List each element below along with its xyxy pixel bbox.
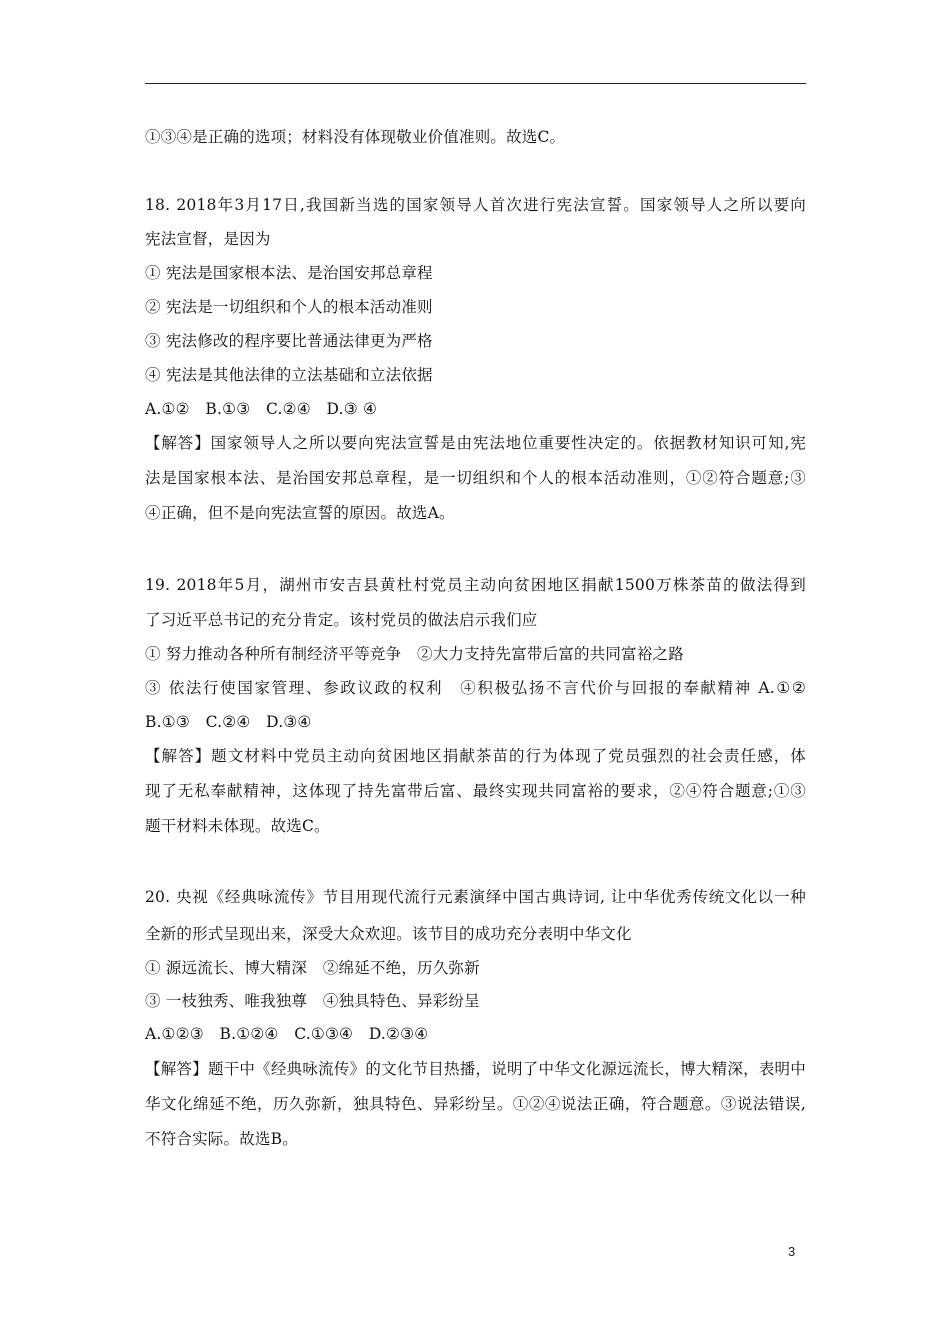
q20-option-line-1: ① 源远流长、博大精深 ②绵延不绝，历久弥新 [145,959,480,977]
q18-option-4: ④ 宪法是其他法律的立法基础和立法依据 [145,366,433,384]
q20-choices: A.①②③ B.①②④ C.①③④ D.②③④ [145,1025,429,1043]
q18-option-1: ① 宪法是国家根本法、是治国安邦总章程 [145,264,433,282]
q19-answer-line-2: 现了无私奉献精神，这体现了持先富带后富、最终实现共同富裕的要求，②④符合题意;①③ [145,782,806,800]
q19-answer-line-1: 【解答】题文材料中党员主动向贫困地区捐献茶苗的行为体现了党员强烈的社会责任感，体 [145,747,806,765]
q18-answer-line-1: 【解答】国家领导人之所以要向宪法宣誓是由宪法地位重要性决定的。依据教材知识可知,宪 [145,434,806,452]
q19-option-line-2: ③ 依法行使国家管理、参政议政的权利 ④积极弘扬不言代价与回报的奉献精神 A.①② [145,679,806,697]
header-rule [145,83,806,84]
q20-answer-line-1: 【解答】题干中《经典咏流传》的文化节目热播，说明了中华文化源远流长，博大精深，表明中 [145,1060,806,1078]
q18-stem-line-1: 18. 2018年3月17日,我国新当选的国家领导人首次进行宪法宣誓。国家领导人之所以要向 [145,196,806,214]
q18-stem-line-2: 宪法宣督，是因为 [145,230,271,248]
q19-answer-line-3: 题干材料未体现。故选C。 [145,817,330,835]
page-number: 3 [788,1244,796,1259]
q18-answer-line-2: 法是国家根本法、是治国安邦总章程，是一切组织和个人的根本活动准则，①②符合题意;③ [145,469,806,487]
prev-answer-line: ①③④是正确的选项；材料没有体现敬业价值准则。故选C。 [145,128,566,146]
q19-option-line-1: ① 努力推动各种所有制经济平等竞争 ②大力支持先富带后富的共同富裕之路 [145,645,684,663]
q20-option-line-2: ③ 一枝独秀、唯我独尊 ④独具特色、异彩纷呈 [145,992,480,1010]
q19-choices: B.①③ C.②④ D.③④ [145,713,312,731]
q20-stem-line-2: 全新的形式呈现出来，深受大众欢迎。该节目的成功充分表明中华文化 [145,925,632,943]
q18-answer-line-3: ④正确，但不是向宪法宣誓的原因。故选A。 [145,504,455,522]
q18-option-3: ③ 宪法修改的程序要比普通法律更为严格 [145,332,433,350]
q19-stem-line-1: 19. 2018年5月，湖州市安吉县黄杜村党员主动向贫困地区捐献1500万株茶苗的做法得到 [145,576,806,594]
q20-stem-line-1: 20. 央视《经典咏流传》节目用现代流行元素演绎中国古典诗词, 让中华优秀传统文化以一种 [145,888,806,906]
q18-option-2: ② 宪法是一切组织和个人的根本活动准则 [145,298,433,316]
q20-answer-line-3: 不符合实际。故选B。 [145,1130,298,1148]
q20-answer-line-2: 华文化绵延不绝，历久弥新，独具特色、异彩纷呈。①②④说法正确，符合题意。③说法错误, [145,1095,806,1113]
q19-stem-line-2: 了习近平总书记的充分肯定。该村党员的做法启示我们应 [145,611,538,629]
q18-choices: A.①② B.①③ C.②④ D.③ ④ [145,400,378,418]
